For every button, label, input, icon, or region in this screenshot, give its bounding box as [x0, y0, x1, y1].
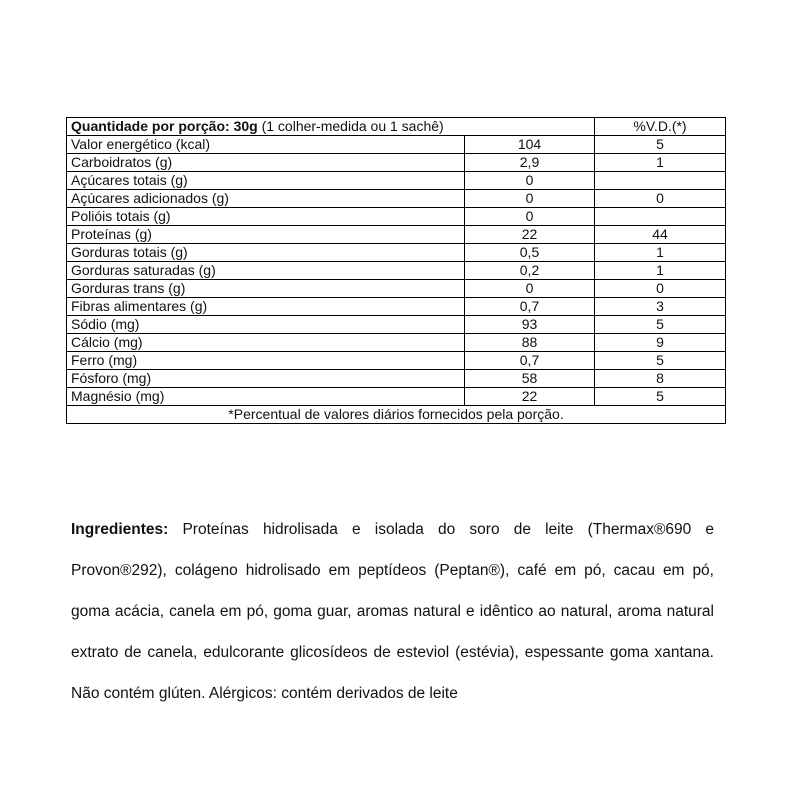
nutrient-amount: 0 — [465, 190, 595, 208]
table-row — [67, 370, 726, 388]
ingredients-label: Ingredientes: — [71, 521, 169, 538]
nutrient-daily-value: 1 — [595, 262, 726, 280]
nutrient-amount: 2,9 — [465, 154, 595, 172]
nutrient-daily-value: 0 — [595, 190, 726, 208]
nutrient-name: Gorduras trans (g) — [67, 280, 465, 298]
table-row — [67, 136, 726, 154]
nutrient-name: Magnésio (mg) — [67, 388, 465, 406]
nutrient-amount: 0,7 — [465, 352, 595, 370]
nutrient-daily-value — [595, 208, 726, 226]
table-row — [67, 154, 726, 172]
nutrient-name: Ferro (mg) — [67, 352, 465, 370]
nutrient-daily-value: 1 — [595, 244, 726, 262]
nutrient-daily-value: 0 — [595, 280, 726, 298]
table-row — [67, 208, 726, 226]
nutrient-daily-value: 3 — [595, 298, 726, 316]
nutrient-daily-value: 9 — [595, 334, 726, 352]
nutrient-name: Fibras alimentares (g) — [67, 298, 465, 316]
serving-size-detail: (1 colher-medida ou 1 sachê) — [257, 118, 444, 134]
table-row — [67, 262, 726, 280]
nutrient-daily-value — [595, 172, 726, 190]
footnote: *Percentual de valores diários fornecidos pela porção. — [67, 406, 726, 424]
table-header-row — [67, 118, 726, 136]
nutrient-amount: 0 — [465, 280, 595, 298]
nutrient-amount: 93 — [465, 316, 595, 334]
table-row — [67, 244, 726, 262]
nutrient-amount: 104 — [465, 136, 595, 154]
nutrient-daily-value: 5 — [595, 136, 726, 154]
table-row — [67, 334, 726, 352]
table-row — [67, 226, 726, 244]
ingredients-paragraph — [71, 509, 714, 714]
nutrient-amount: 58 — [465, 370, 595, 388]
nutrient-name: Sódio (mg) — [67, 316, 465, 334]
serving-size-header — [67, 118, 595, 136]
footnote-row — [67, 406, 726, 424]
nutrient-amount: 0 — [465, 172, 595, 190]
nutrient-amount: 88 — [465, 334, 595, 352]
nutrient-name: Cálcio (mg) — [67, 334, 465, 352]
nutrient-name: Carboidratos (g) — [67, 154, 465, 172]
table-row — [67, 280, 726, 298]
nutrient-daily-value: 5 — [595, 316, 726, 334]
nutrient-name: Proteínas (g) — [67, 226, 465, 244]
nutrient-daily-value: 5 — [595, 352, 726, 370]
nutrient-name: Polióis totais (g) — [67, 208, 465, 226]
nutrient-amount: 0 — [465, 208, 595, 226]
nutrient-name: Açúcares totais (g) — [67, 172, 465, 190]
daily-value-header: %V.D.(*) — [595, 118, 726, 136]
nutrient-name: Gorduras saturadas (g) — [67, 262, 465, 280]
serving-size-bold: Quantidade por porção: 30g — [71, 118, 258, 134]
nutrient-daily-value: 5 — [595, 388, 726, 406]
nutrient-amount: 0,5 — [465, 244, 595, 262]
table-row — [67, 316, 726, 334]
nutrition-rows — [67, 136, 726, 406]
nutrient-daily-value: 1 — [595, 154, 726, 172]
table-row — [67, 298, 726, 316]
ingredients-text: Proteínas hidrolisada e isolada do soro de leite (Thermax®690 e Provon®292), colágeno hidrolisado em peptídeos (Peptan®), café em pó, cacau em pó, goma acácia, canela em pó, goma guar, aromas natural e idêntico ao natural, aroma natural extrato de canela, edulcorante glicosídeos de esteviol (estévia), espessante goma xantana. Não contém glúten. Alérgicos: contém derivados de leite — [71, 521, 714, 702]
nutrient-name: Fósforo (mg) — [67, 370, 465, 388]
table-row — [67, 190, 726, 208]
table-row — [67, 172, 726, 190]
nutrient-name: Açúcares adicionados (g) — [67, 190, 465, 208]
nutrient-name: Gorduras totais (g) — [67, 244, 465, 262]
nutrient-name: Valor energético (kcal) — [67, 136, 465, 154]
nutrition-table — [66, 117, 726, 424]
table-row — [67, 388, 726, 406]
nutrient-amount: 22 — [465, 226, 595, 244]
nutrient-amount: 0,2 — [465, 262, 595, 280]
nutrient-amount: 0,7 — [465, 298, 595, 316]
nutrient-amount: 22 — [465, 388, 595, 406]
nutrient-daily-value: 8 — [595, 370, 726, 388]
nutrient-daily-value: 44 — [595, 226, 726, 244]
table-row — [67, 352, 726, 370]
